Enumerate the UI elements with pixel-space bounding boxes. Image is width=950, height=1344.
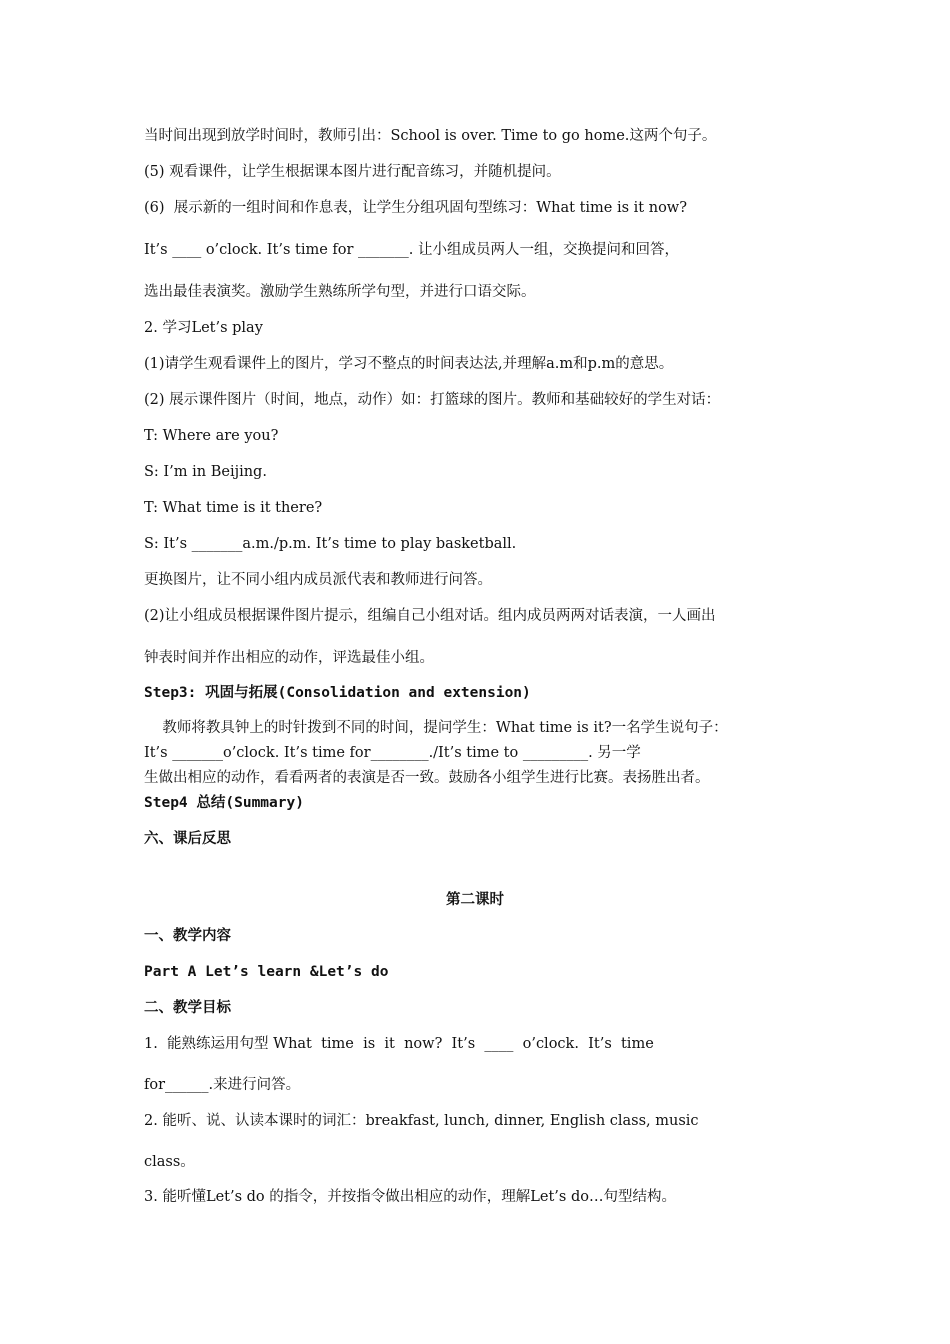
section-heading: Step3: 巩固与拓展(Consolidation and extension) bbox=[144, 685, 531, 701]
paragraph-line: for______.来进行问答。 bbox=[144, 1077, 301, 1093]
paragraph-line: 生做出相应的动作，看看两者的表演是否一致。鼓励各小组学生进行比赛。表扬胜出者。 bbox=[144, 770, 710, 786]
paragraph-line: (2) 展示课件图片（时间，地点，动作）如：打篮球的图片。教师和基础较好的学生对话： bbox=[144, 392, 721, 408]
section-heading: Part A Let’s learn &Let’s do bbox=[144, 964, 389, 980]
paragraph-line: class。 bbox=[144, 1154, 195, 1170]
paragraph-line: 钟表时间并作出相应的动作，评选最佳小组。 bbox=[144, 650, 434, 666]
paragraph-line: (1)请学生观看课件上的图片，学习不整点的时间表达法,并理解a.m和p.m的意思。 bbox=[144, 356, 674, 372]
section-heading: 六、课后反思 bbox=[144, 831, 231, 847]
dialogue-line: T: Where are you? bbox=[144, 428, 279, 444]
section-heading: 一、教学内容 bbox=[144, 928, 231, 944]
paragraph-line: 2. 学习Let’s play bbox=[144, 320, 263, 336]
paragraph-line: (5) 观看课件，让学生根据课本图片进行配音练习，并随机提问。 bbox=[144, 164, 561, 180]
paragraph-line: (2)让小组成员根据课件图片提示，组编自己小组对话。组内成员两两对话表演，一人画出 bbox=[144, 608, 716, 624]
paragraph-line: (6) 展示新的一组时间和作息表，让学生分组巩固句型练习：What time is it now? bbox=[144, 200, 687, 216]
paragraph-line: 教师将教具钟上的时针拨到不同的时间，提问学生：What time is it?一名学生说句子： bbox=[144, 720, 728, 736]
dialogue-line: S: It’s _______a.m./p.m. It’s time to play basketball. bbox=[144, 536, 517, 552]
paragraph-line: 3. 能听懂Let’s do 的指令，并按指令做出相应的动作，理解Let’s do…句型结构。 bbox=[144, 1189, 676, 1205]
paragraph-line: 1. 能熟练运用句型 What time is it now? It’s ____ o’clock. It’s time bbox=[144, 1036, 654, 1052]
dialogue-line: S: I’m in Beijing. bbox=[144, 464, 267, 480]
paragraph-line: 2. 能听、说、认读本课时的词汇：breakfast, lunch, dinner, English class, music bbox=[144, 1113, 699, 1129]
paragraph-line: 当时间出现到放学时间时，教师引出：School is over. Time to go home.这两个句子。 bbox=[144, 128, 717, 144]
paragraph-line: It’s _______o’clock. It’s time for________./It’s time to _________. 另一学 bbox=[144, 745, 641, 761]
paragraph-line: 更换图片，让不同小组内成员派代表和教师进行问答。 bbox=[144, 572, 492, 588]
section-heading: 二、教学目标 bbox=[144, 1000, 231, 1016]
section-heading: Step4 总结(Summary) bbox=[144, 795, 304, 811]
lesson-title: 第二课时 bbox=[446, 892, 504, 908]
dialogue-line: T: What time is it there? bbox=[144, 500, 323, 516]
paragraph-line: 选出最佳表演奖。激励学生熟练所学句型，并进行口语交际。 bbox=[144, 284, 536, 300]
paragraph-line: It’s ____ o’clock. It’s time for _______. 让小组成员两人一组，交换提问和回答， bbox=[144, 242, 679, 258]
